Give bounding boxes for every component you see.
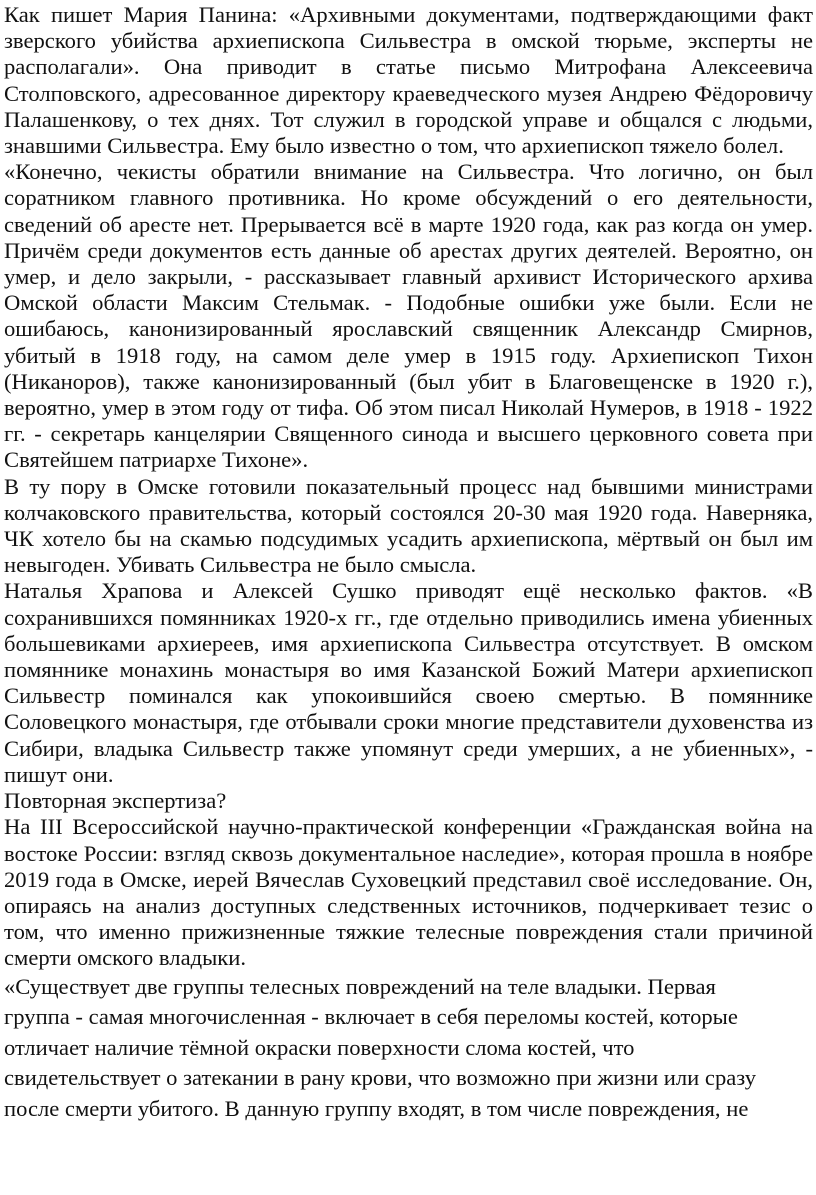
- paragraph-khrapova-sushko: Наталья Храпова и Алексей Сушко приводят ещё несколько фактов. «В сохранившихся помянниках 1920-х гг., где отдельно приводились имена убиенных большевиками архиереев, имя архиепископа Сильвестра отсутствует. В омском помяннике монахинь монастыря во имя Казанской Божий Матери архиепископ Сильвестр поминался как упокоившийся своею смертью. В помяннике Соловецкого монастыря, где отбывали сроки многие представители духовенства из Сибири, владыка Сильвестр также упомянут среди умерших, а не убиенных», - пишут они.: [4, 578, 813, 787]
- closing-line-2: группа - самая многочисленная - включает в себя переломы костей, которые: [4, 1004, 738, 1030]
- closing-line-1: «Существует две группы телесных повреждений на теле владыки. Первая: [4, 973, 716, 999]
- section-heading-re-examination: Повторная экспертиза?: [4, 788, 227, 814]
- paragraph-stelmak-quote: «Конечно, чекисты обратили внимание на Сильвестра. Что логично, он был соратником главного противника. Но кроме обсуждений о его деятельности, сведений об аресте нет. Прерывается всё в марте 1920 года, как раз когда он умер. Причём среди документов есть данные об арестах других деятелей. Вероятно, он умер, и дело закрыли, - рассказывает главный архивист Исторического архива Омской области Максим Стельмак. - Подобные ошибки уже были. Если не ошибаюсь, канонизированный ярославский священник Александр Смирнов, убитый в 1918 году, на самом деле умер в 1915 году. Архиепископ Тихон (Никаноров), также канонизированный (был убит в Благовещенске в 1920 г.), вероятно, умер в этом году от тифа. Об этом писал Николай Нумеров, в 1918 - 1922 гг. - секретарь канцелярии Священного синода и высшего церковного совета при Святейшем патриархе Тихоне».: [4, 159, 813, 473]
- paragraph-panina-quote: Как пишет Мария Панина: «Архивными документами, подтверждающими факт зверского убийства архиепископа Сильвестра в омской тюрьме, эксперты не располагали». Она приводит в статье письмо Митрофана Алексеевича Столповского, адресованное директору краеведческого музея Андрею Фёдоровичу Палашенкову, о тех днях. Тот служил в городской управе и общался с людьми, знавшими Сильвестра. Ему было известно о том, что архиепископ тяжело болел.: [4, 2, 813, 159]
- closing-line-3: отличает наличие тёмной окраски поверхности слома костей, что: [4, 1034, 635, 1060]
- paragraph-show-trial: В ту пору в Омске готовили показательный процесс над бывшими министрами колчаковского правительства, который состоялся 20-30 мая 1920 года. Наверняка, ЧК хотело бы на скамью подсудимых усадить архиепископа, мёртвый он был им невыгоден. Убивать Сильвестра не было смысла.: [4, 473, 813, 578]
- closing-line-4: свидетельствует о затекании в рану крови, что возможно при жизни или сразу: [4, 1065, 757, 1091]
- paragraph-conference: На III Всероссийской научно-практической конференции «Гражданская война на востоке России: взгляд сквозь документальное наследие», которая прошла в ноябре 2019 года в Омске, иерей Вячеслав Суховецкий представил своё исследование. Он, опираясь на анализ доступных следственных источников, подчеркивает тезис о том, что именно прижизненные тяжкие телесные повреждения стали причиной смерти омского владыки.: [4, 814, 813, 971]
- closing-line-5: после смерти убитого. В данную группу входят, в том числе повреждения, не: [4, 1095, 749, 1121]
